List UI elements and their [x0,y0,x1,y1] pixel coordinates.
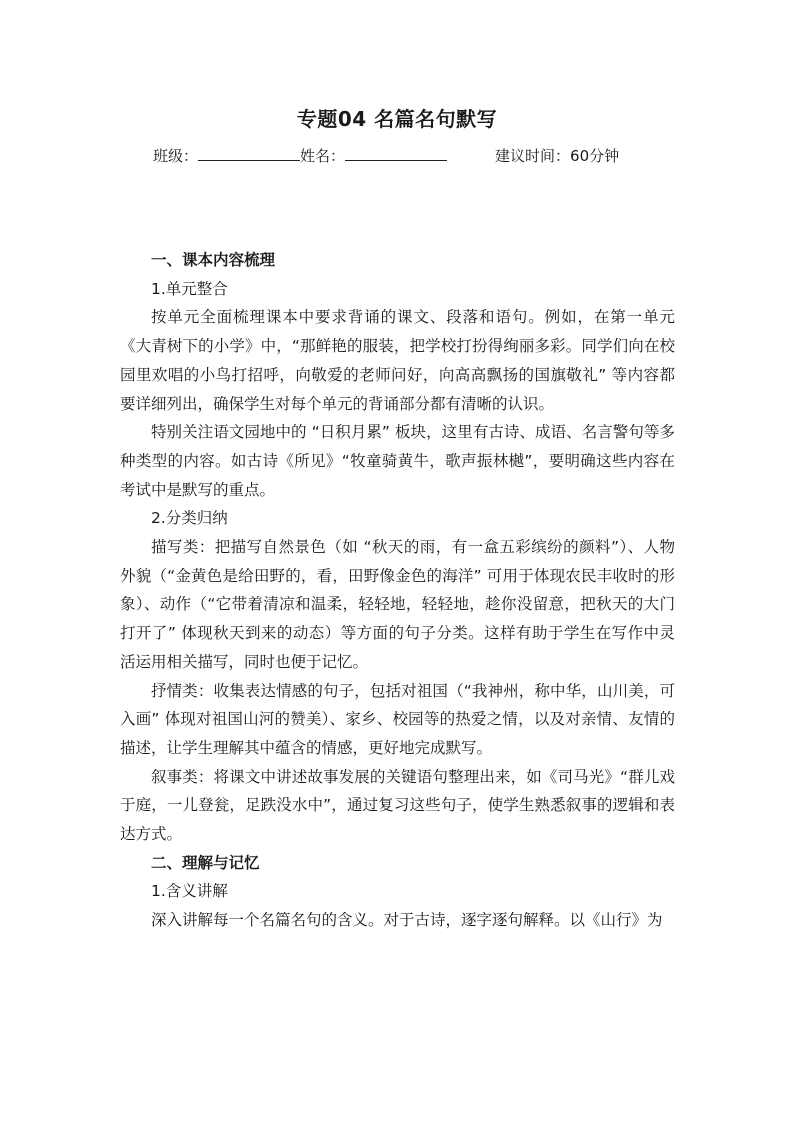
paragraph: 按单元全面梳理课本中要求背诵的课文、段落和语句。例如，在第一单元《大青树下的小学》中，“那鲜艳的服装，把学校打扮得绚丽多彩。同学们向在校园里欢唱的小鸟打招呼，向敬爱的老师问好，向高高飘扬的国旗敬礼” 等内容都要详细列出，确保学生对每个单元的背诵部分都有清晰的认识。 [120,308,675,413]
subsection-heading: 1.单元整合 [151,279,228,298]
section-heading: 一、课本内容梳理 [151,251,276,269]
page-title: 专题04 名篇名句默写 [296,107,498,131]
name-blank [345,146,447,161]
paragraph: 抒情类：收集表达情感的句子，包括对祖国（“我神州，称中华，山川美，可入画” 体现对祖国山河的赞美）、家乡、校园等的热爱之情，以及对亲情、友情的描述，让学生理解其中蕴含的情感，更好地完成默写。 [120,681,675,757]
section-heading: 二、理解与记忆 [151,853,260,872]
subsection-heading: 1.含义讲解 [151,882,228,901]
class-label: 班级： [153,147,199,165]
paragraph: 描写类：把描写自然景色（如 “秋天的雨，有一盒五彩缤纷的颜料”）、人物外貌（“金黄色是给田野的，看，田野像金色的海洋” 可用于体现农民丰收时的形象）、动作（“它带着清凉和温柔，轻轻地，轻轻地，趁你没留意，把秋天的大门打开了” 体现秋天到来的动态）等方面的句子分类。这样有助于学生在写作中灵活运用相关描写，同时也便于记忆。 [120,538,675,671]
name-label: 姓名： [300,147,346,165]
subsection-heading: 2.分类归纳 [151,509,228,528]
class-blank [198,146,300,161]
suggested-time: 建议时间：60分钟 [495,147,620,165]
student-info-line [153,145,619,166]
paragraph: 深入讲解每一个名篇名句的含义。对于古诗，逐字逐句解释。以《山行》为 [151,911,663,930]
paragraph: 特别关注语文园地中的 “日积月累” 板块，这里有古诗、成语、名言警句等多种类型的内容。如古诗《所见》“牧童骑黄牛，歌声振林樾”，要明确这些内容在考试中是默写的重点。 [120,423,675,499]
paragraph: 叙事类：将课文中讲述故事发展的关键语句整理出来，如《司马光》“群儿戏于庭，一儿登瓮，足跌没水中”，通过复习这些句子，使学生熟悉叙事的逻辑和表达方式。 [120,767,675,844]
document-body [120,246,675,935]
